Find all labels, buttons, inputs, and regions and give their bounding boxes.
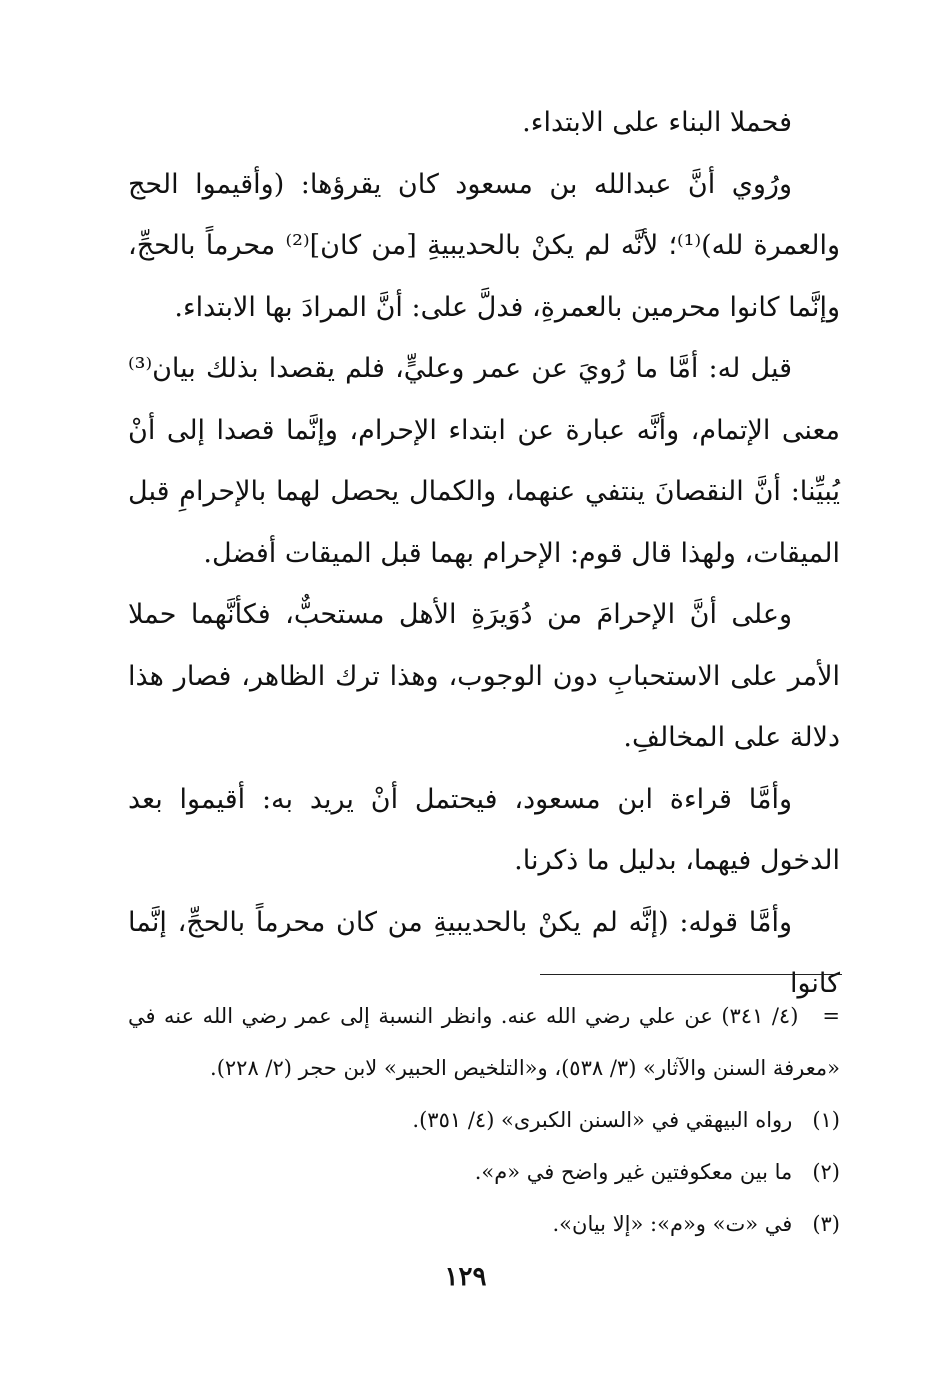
footnote-text: في «ت» و«م»: «إلا بيان». <box>552 1212 793 1236</box>
page-number: ١٢٩ <box>444 1262 487 1292</box>
paragraph-6: وأمَّا قوله: (إنَّه لم يكنْ بالحديبيةِ من كان محرماً بالحجِّ، إنَّما كانوا <box>128 906 840 999</box>
footnote-2 <box>128 1146 840 1198</box>
footnote-text: (٤/ ٣٤١) عن علي رضي الله عنه. وانظر النسبة إلى عمر رضي الله عنه في «معرفة السنن والآثار» (٣/ ٥٣٨)، و«التلخيص الحبير» لابن حجر (٢/ ٢٢٨). <box>128 1004 840 1080</box>
paragraph-4: وعلى أنَّ الإحرامَ من دُوَيرَةِ الأهل مستحبٌّ، فكأنَّهما حملا الأمر على الاستحبابِ دون الوجوب، وهذا ترك الظاهر، فصار هذا دلالة على المخالفِ. <box>128 599 840 753</box>
footnotes <box>128 990 840 1250</box>
paragraph-1: فحملا البناء على الابتداء. <box>522 107 792 138</box>
footnote-text: رواه البيهقي في «السنن الكبرى» (٤/ ٣٥١). <box>412 1108 793 1132</box>
footnote-3 <box>128 1198 840 1250</box>
footnote-separator <box>540 974 842 975</box>
footnote-marker: = <box>822 1004 840 1028</box>
main-text <box>128 92 840 1015</box>
paragraph-3: قيل له: أمَّا ما رُويَ عن عمر وعليٍّ، فلم يقصدا بذلك بيان⁽³⁾ معنى الإتمام، وأنَّه عبارة عن ابتداء الإحرام، وإنَّما قصدا إلى أنْ يُبيِّنا: أنَّ النقصانَ ينتفي عنهما، والكمال يحصل لهما بالإحرامِ قبل الميقات، ولهذا قال قوم: الإحرام بهما قبل الميقات أفضل. <box>128 353 840 569</box>
footnote-number: (٢) <box>812 1160 840 1184</box>
footnote-number: (١) <box>812 1108 840 1132</box>
paragraph-2: ورُوي أنَّ عبدالله بن مسعود كان يقرؤها: (وأقيموا الحج والعمرة لله)⁽¹⁾؛ لأنَّه لم يكنْ بالحديبيةِ [من كان]⁽²⁾ محرماً بالحجِّ، وإنَّما كانوا محرمين بالعمرةِ، فدلَّ على: أنَّ المرادَ بها الابتداء. <box>128 168 840 323</box>
footnote-1 <box>128 1094 840 1146</box>
footnote-text: ما بين معكوفتين غير واضح في «م». <box>474 1160 793 1184</box>
paragraph-5: وأمَّا قراءة ابن مسعود، فيحتمل أنْ يريد به: أقيموا بعد الدخول فيهما، بدليل ما ذكرنا. <box>128 783 840 876</box>
footnote-number: (٣) <box>812 1212 840 1236</box>
footnote-continuation <box>128 990 840 1094</box>
